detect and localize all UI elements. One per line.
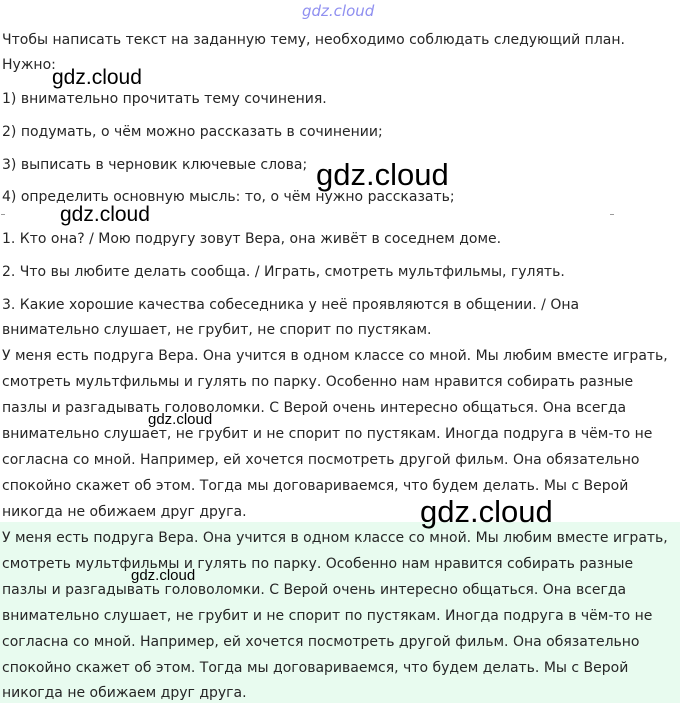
essay-line: никогда не обижаем друг друга. [2,504,247,520]
essay-final-line: спокойно скажет об этом. Тогда мы договариваемся, что будем делать. Мы с Верой [2,660,629,676]
watermark: gdz.cloud [60,203,150,226]
plan-step: 2) подумать, о чём можно рассказать в сочинении; [2,124,383,140]
essay-line: спокойно скажет об этом. Тогда мы договариваемся, что будем делать. Мы с Верой [2,478,629,494]
essay-line: согласна со мной. Например, ей хочется посмотреть другой фильм. Она обязательно [2,452,640,468]
watermark: gdz.cloud [316,157,449,192]
plan-step: 3) выписать в черновик ключевые слова; [2,157,308,173]
watermark: gdz.cloud [52,66,142,89]
plan-step: 4) определить основную мысль: то, о чём нужно рассказать; [2,189,455,205]
watermark: gdz.cloud [131,567,196,584]
essay-final-line: внимательно слушает, не грубит и не спорит по пустякам. Иногда подруга в чём-то не [2,608,653,624]
essay-line: смотреть мультфильмы и гулять по парку. Особенно нам нравится собирать разные [2,374,634,390]
essay-final-line: согласна со мной. Например, ей хочется посмотреть другой фильм. Она обязательно [2,634,640,650]
question-line: 1. Кто она? / Мою подругу зовут Вера, она живёт в соседнем доме. [2,231,502,247]
separator-tick-left [1,214,5,215]
watermark-top: gdz.cloud [302,2,375,20]
essay-line: внимательно слушает, не грубит и не спорит по пустякам. Иногда подруга в чём-то не [2,426,653,442]
essay-line: пазлы и разгадывать головоломки. С Верой очень интересно общаться. Она всегда [2,400,627,416]
intro-line: Чтобы написать текст на заданную тему, необходимо соблюдать следующий план. [2,32,625,48]
question-line: внимательно слушает, не грубит, не спорит по пустякам. [2,322,432,338]
separator-tick-right [610,214,614,215]
essay-final-line: никогда не обижаем друг друга. [2,685,247,701]
question-line: 2. Что вы любите делать сообща. / Играть, смотреть мультфильмы, гулять. [2,264,565,280]
intro-line: Нужно: [2,57,56,73]
watermark: gdz.cloud [148,411,213,428]
essay-line: У меня есть подруга Вера. Она учится в одном классе со мной. Мы любим вместе играть, [2,348,668,364]
watermark: gdz.cloud [420,494,553,529]
question-line: 3. Какие хорошие качества собеседника у неё проявляются в общении. / Она [2,297,580,313]
essay-final-line: У меня есть подруга Вера. Она учится в одном классе со мной. Мы любим вместе играть, [2,530,668,546]
essay-final-line: пазлы и разгадывать головоломки. С Верой очень интересно общаться. Она всегда [2,582,627,598]
plan-step: 1) внимательно прочитать тему сочинения. [2,91,327,107]
essay-final-line: смотреть мультфильмы и гулять по парку. Особенно нам нравится собирать разные [2,556,634,572]
